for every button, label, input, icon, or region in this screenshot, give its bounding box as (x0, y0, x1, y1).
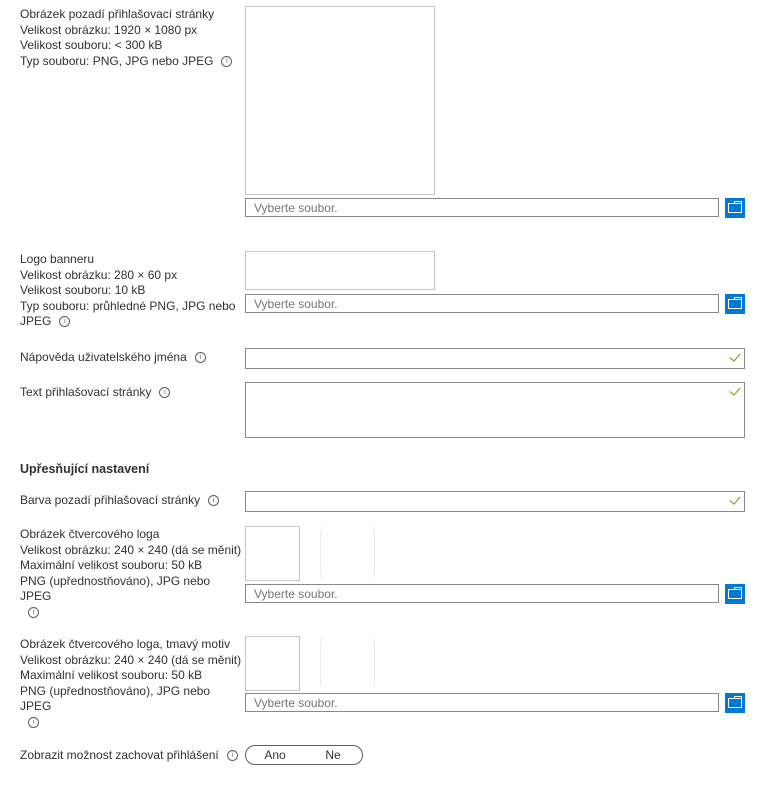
browse-button[interactable] (725, 198, 745, 218)
signin-text-textarea[interactable] (245, 382, 745, 438)
check-icon (729, 493, 740, 505)
label-filesize: Velikost souboru: < 300 kB (20, 38, 163, 52)
square-logo-dark-file-input[interactable] (245, 693, 719, 712)
check-icon (729, 350, 740, 362)
label-size: Velikost obrázku: 240 × 240 (dá se měnit) (20, 542, 242, 557)
label-type: Typ souboru: průhledné PNG, JPG nebo JPEG (20, 298, 236, 328)
bg-color-input[interactable] (245, 491, 745, 512)
square-logo-dark-label (20, 637, 242, 730)
folder-icon (728, 203, 742, 213)
square-logo-label (20, 527, 242, 620)
label-text: Text přihlašovací stránky (20, 385, 152, 399)
banner-preview (245, 251, 435, 290)
label-text: Nápověda uživatelského jména (20, 350, 187, 364)
label-size: Velikost obrázku: 1920 × 1080 px (20, 22, 198, 37)
banner-file-input[interactable] (245, 294, 719, 313)
label-type: PNG (upřednostňováno), JPG nebo JPEG (20, 573, 211, 603)
label-title: Obrázek čtvercového loga, tmavý motiv (20, 637, 231, 651)
square-logo-placeholder (320, 526, 375, 579)
label-filesize: Maximální velikost souboru: 50 kB (20, 668, 203, 682)
label-title: Logo banneru (20, 252, 95, 266)
label-size: Velikost obrázku: 240 × 240 (dá se měnit) (20, 652, 242, 667)
bg-image-label (20, 7, 250, 69)
label-type: PNG (upřednostňováno), JPG nebo JPEG (20, 683, 211, 713)
info-icon[interactable]: i (221, 56, 232, 67)
option-yes[interactable]: Ano (264, 748, 286, 762)
bg-color-label (20, 493, 250, 509)
folder-icon (728, 589, 742, 599)
label-type: Typ souboru: PNG, JPG nebo JPEG (20, 53, 214, 68)
label-title: Obrázek pozadí přihlašovací stránky (20, 7, 215, 21)
bg-image-preview (245, 6, 435, 195)
square-logo-dark-placeholder (320, 636, 375, 689)
label-filesize: Velikost souboru: 10 kB (20, 283, 146, 297)
advanced-heading: Upřesňující nastavení (20, 462, 150, 476)
info-icon[interactable]: i (28, 607, 39, 618)
username-hint-label (20, 350, 250, 366)
browse-button[interactable] (725, 584, 745, 604)
info-icon[interactable]: i (28, 717, 39, 728)
square-logo-file-input[interactable] (245, 584, 719, 603)
label-filesize: Maximální velikost souboru: 50 kB (20, 558, 203, 572)
folder-icon (728, 698, 742, 708)
label-title: Obrázek čtvercového loga (20, 527, 160, 541)
info-icon[interactable]: i (227, 750, 238, 761)
banner-label (20, 252, 242, 330)
bg-image-file-input[interactable] (245, 198, 719, 217)
info-icon[interactable]: i (195, 352, 206, 363)
option-no[interactable]: Ne (325, 748, 341, 762)
label-text: Barva pozadí přihlašovací stránky (20, 493, 201, 507)
square-logo-dark-preview (245, 636, 300, 691)
signin-text-label (20, 385, 250, 401)
keep-signed-in-label (20, 748, 250, 764)
check-icon (729, 384, 740, 396)
info-icon[interactable]: i (159, 387, 170, 398)
browse-button[interactable] (725, 693, 745, 713)
label-size: Velikost obrázku: 280 × 60 px (20, 267, 178, 282)
label-text: Zobrazit možnost zachovat přihlášení (20, 748, 219, 762)
info-icon[interactable]: i (59, 316, 70, 327)
info-icon[interactable]: i (208, 495, 219, 506)
square-logo-preview (245, 526, 300, 581)
username-hint-input[interactable] (245, 348, 745, 369)
browse-button[interactable] (725, 294, 745, 314)
keep-signed-in-toggle[interactable] (245, 745, 363, 765)
folder-icon (728, 299, 742, 309)
